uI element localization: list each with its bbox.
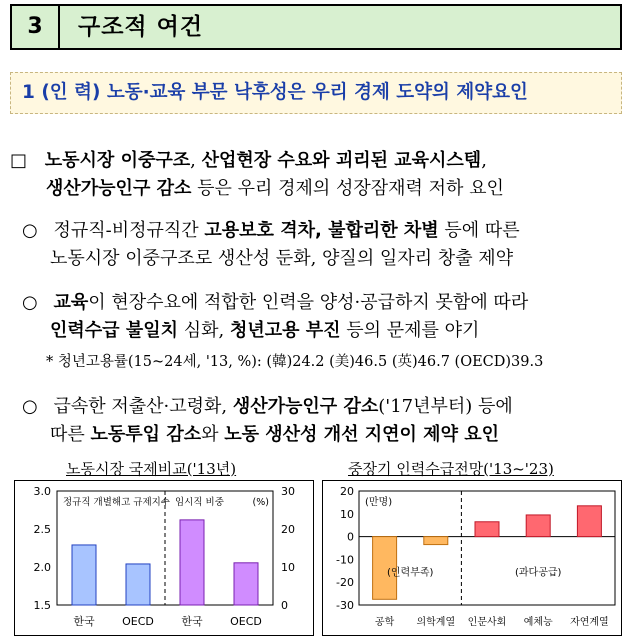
legend-left: 정규직 개별해고 규제지수	[63, 497, 170, 508]
chart-1-title: 노동시장 국제비교('13년)	[66, 460, 237, 478]
bar-regulation-index	[72, 545, 96, 605]
chart-2-title: 중장기 인력수급전망('13~'23)	[348, 460, 554, 478]
youth-employment-note: * 청년고용률(15~24세, '13, %): (韓)24.2 (美)46.5 (英)46.7 (OECD)39.3	[46, 354, 544, 370]
workforce-outlook-chart	[323, 481, 623, 637]
legend-right: 임시직 비중	[175, 497, 224, 508]
x-tick-label: OECD	[122, 615, 154, 628]
bar-surplus	[475, 522, 499, 537]
x-tick-label: 의학계열	[416, 617, 456, 628]
y-right-tick-label: 0	[281, 599, 288, 612]
sub-bullet-3-line-2: 따른 노동투입 감소와 노동 생산성 개선 지연이 제약 요인	[50, 424, 499, 445]
x-tick-label: 한국	[181, 615, 203, 628]
x-tick-label: 예체능	[523, 617, 553, 628]
section-title: 구조적 여건	[78, 14, 204, 40]
labor-market-chart	[15, 481, 315, 637]
bar-temp-share	[234, 563, 258, 605]
sub-bullet-2-line-2: 인력수급 불일치 심화, 청년고용 부진 등의 문제를 야기	[50, 320, 480, 341]
x-tick-label: 인문사회	[467, 617, 507, 628]
bar-shortage	[424, 537, 448, 545]
y-right-tick-label: 30	[281, 485, 295, 498]
y-tick-label: 20	[340, 485, 354, 498]
main-bullet-line-1: □ 노동시장 이중구조, 산업현장 수요와 괴리된 교육시스템,	[10, 150, 487, 171]
sub-bullet-2-line-1: ○ 교육이 현장수요에 적합한 인력을 양성·공급하지 못함에 따라	[22, 292, 529, 313]
plot-area	[359, 491, 615, 605]
annotation-shortage: (인력부족)	[386, 567, 434, 579]
sub-bullet-1-line-1: ○ 정규직-비정규직간 고용보호 격차, 불합리한 차별 등에 따른	[22, 220, 520, 241]
bar-surplus	[526, 515, 550, 537]
sub-bullet-1-line-2: 노동시장 이중구조로 생산성 둔화, 양질의 일자리 창출 제약	[50, 248, 514, 269]
x-tick-label: 한국	[73, 615, 95, 628]
y-tick-label: -20	[336, 576, 354, 590]
circle-bullet-icon: ○	[22, 292, 38, 313]
x-tick-label: OECD	[230, 615, 262, 628]
chart-1-frame	[14, 480, 314, 636]
y-left-tick-label: 1.5	[33, 599, 51, 612]
y-right-tick-label: 10	[281, 561, 295, 574]
y-right-tick-label: 20	[281, 523, 295, 536]
main-bullet-line-2: 생산가능인구 감소 등은 우리 경제의 성장잠재력 저하 요인	[46, 178, 504, 199]
annotation-surplus: (과다공급)	[514, 567, 562, 579]
y-left-tick-label: 3.0	[33, 485, 51, 498]
circle-bullet-icon: ○	[22, 220, 38, 241]
bar-temp-share	[180, 520, 204, 605]
unit-label: (만명)	[365, 497, 393, 508]
y-tick-label: -10	[336, 553, 354, 567]
legend-unit: (%)	[252, 497, 269, 508]
section-number: 3	[12, 6, 60, 48]
square-bullet-icon: □	[10, 150, 28, 171]
bar-regulation-index	[126, 564, 150, 605]
y-left-tick-label: 2.0	[33, 561, 51, 574]
y-tick-label: 0	[347, 530, 354, 544]
y-tick-label: -30	[336, 599, 354, 612]
chart-2-frame	[322, 480, 622, 636]
x-tick-label: 자연계열	[570, 617, 609, 628]
circle-bullet-icon: ○	[22, 396, 38, 417]
y-tick-label: 10	[340, 507, 354, 521]
x-tick-label: 공학	[374, 617, 395, 628]
y-left-tick-label: 2.5	[33, 523, 51, 536]
bar-surplus	[577, 506, 601, 537]
sub-bullet-3-line-1: ○ 급속한 저출산·고령화, 생산가능인구 감소('17년부터) 등에	[22, 396, 513, 417]
subheading: 1 (인 력) 노동·교육 부문 낙후성은 우리 경제 도약의 제약요인	[22, 82, 528, 103]
